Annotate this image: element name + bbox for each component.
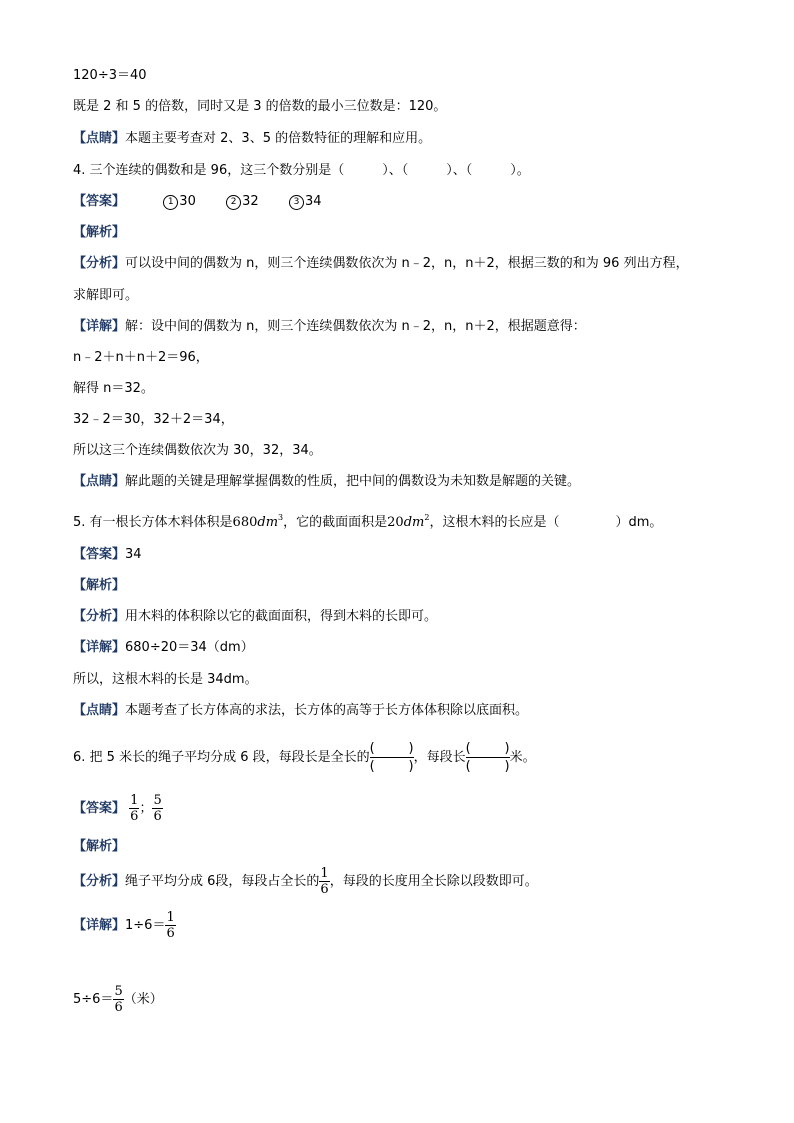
q4-sep-2: ）、（: [446, 163, 473, 178]
xiangjie-text: 680÷20＝34（dm）: [125, 640, 254, 655]
answer-value-3: 34: [304, 194, 322, 209]
answer-separator: ；: [139, 801, 153, 816]
q4-result: [73, 442, 322, 460]
result-text: 所以，这根木料的长是 34dm。: [73, 672, 258, 687]
paren-open: (: [465, 741, 471, 756]
paren-open: (: [369, 741, 375, 756]
q6-fenxi-line: [73, 866, 538, 897]
calc-text: 32﹣2＝30，32＋2＝34，: [73, 412, 234, 427]
area-value: 20: [387, 515, 404, 530]
denominator: 6: [166, 926, 175, 941]
fenxi-tag: 【分析】: [73, 609, 126, 624]
xiangjie-tag: 【详解】: [73, 640, 126, 655]
blank-fraction-2: [466, 740, 510, 775]
fenxi-tag: 【分析】: [73, 256, 126, 271]
jiexi-tag: 【解析】: [73, 225, 126, 240]
q5-jiexi-line: [73, 577, 125, 595]
dianjing-text: 本题主要考查对 2、3、5 的倍数特征的理解和应用。: [125, 131, 432, 146]
q4-equation: [73, 349, 209, 367]
calc-text: 120÷3＝40: [73, 68, 147, 83]
volume-unit: dm: [257, 515, 279, 530]
q5-question-text: 5. 有一根长方体木料体积是: [73, 515, 233, 530]
fenxi-text-cont: ，每段的长度用全长除以段数即可。: [329, 874, 538, 889]
answer-tag: 【答案】: [73, 547, 126, 562]
area-unit: dm: [403, 515, 425, 530]
xiangjie-tag: 【详解】: [73, 319, 126, 334]
xiangjie-tag: 【详解】: [73, 918, 126, 933]
q4-fenxi-line-2: [73, 287, 138, 305]
paren-close: ): [408, 741, 414, 756]
fenxi-text: 用木料的体积除以它的截面面积，得到木料的长即可。: [125, 609, 438, 624]
xiangjie-text: 解：设中间的偶数为 n，则三个连续偶数依次为 n﹣2，n，n＋2，根据题意得：: [125, 319, 586, 334]
paren-close: ): [408, 759, 414, 774]
fenxi-text-cont: 求解即可。: [73, 288, 139, 303]
calc-expression-1: 1÷6＝: [125, 918, 166, 933]
answer-value: 34: [125, 547, 142, 562]
calc-expression-2: 5÷6＝: [73, 992, 114, 1007]
answer-fraction-1: [129, 793, 139, 824]
q5-xiangjie-line: [73, 639, 254, 657]
q5-result: [73, 671, 258, 689]
paren-close: ): [504, 741, 510, 756]
numerator: 5: [153, 793, 162, 808]
conclusion-line: [73, 98, 446, 116]
q5-question-tail: ，这根木料的长应是（: [429, 515, 560, 530]
calc-fraction-2: [113, 984, 123, 1015]
q6-jiexi-line: [73, 838, 125, 856]
q5-question: [73, 509, 662, 532]
q6-question-end: 米。: [509, 750, 536, 765]
volume-value: 680: [232, 515, 258, 530]
calc-fraction-1: [165, 910, 175, 941]
paren-open: (: [369, 759, 375, 774]
q4-solution: [73, 380, 154, 398]
answer-marker-2: 2: [226, 195, 241, 210]
q5-question-end: ）dm。: [615, 515, 663, 530]
paren-close: ): [504, 759, 510, 774]
q6-question: [73, 740, 536, 775]
numerator: 1: [320, 866, 329, 881]
dianjing-line: [73, 130, 431, 148]
q4-sep-1: ）、（: [382, 163, 409, 178]
jiexi-tag: 【解析】: [73, 578, 126, 593]
conclusion-text: 既是 2 和 5 的倍数，同时又是 3 的倍数的最小三位数是：120。: [73, 99, 447, 114]
area-exponent: 2: [424, 513, 430, 522]
answer-marker-3: 3: [289, 195, 304, 210]
q4-question-text: 4. 三个连续的偶数和是 96，这三个数分别是（: [73, 163, 345, 178]
solution-text: 解得 n＝32。: [73, 381, 154, 396]
area-expr: [387, 515, 429, 530]
q4-xiangjie-line: [73, 318, 586, 336]
dianjing-tag: 【点睛】: [73, 131, 126, 146]
dianjing-text: 本题考查了长方体高的求法，长方体的高等于长方体体积除以底面积。: [125, 703, 529, 718]
answer-value-2: 32: [242, 194, 259, 209]
dianjing-tag: 【点睛】: [73, 703, 126, 718]
q4-question: [73, 162, 530, 180]
fenxi-fraction: [319, 866, 329, 897]
answer-tag: 【答案】: [73, 801, 126, 816]
q6-question-text: 6. 把 5 米长的绳子平均分成 6 段，每段长是全长的: [73, 750, 370, 765]
volume-expr: [233, 515, 284, 530]
q6-answer-line: [73, 793, 163, 824]
denominator: 6: [153, 809, 162, 824]
q4-end: ）。: [510, 163, 530, 178]
q5-answer-line: [73, 546, 142, 564]
numerator: 5: [114, 984, 123, 999]
q4-fenxi-line: [73, 255, 689, 273]
equation-text: n﹣2＋n＋n＋2＝96，: [73, 350, 209, 365]
q6-calc-2: [73, 984, 163, 1015]
answer-marker-1: 1: [163, 195, 178, 210]
jiexi-tag: 【解析】: [73, 839, 126, 854]
calc-unit: （米）: [123, 992, 163, 1007]
answer-fraction-2: [152, 793, 162, 824]
result-text: 所以这三个连续偶数依次为 30，32，34。: [73, 443, 322, 458]
calc-line: [73, 67, 147, 85]
answer-value-1: 30: [179, 194, 196, 209]
fenxi-text: 可以设中间的偶数为 n，则三个连续偶数依次为 n﹣2，n，n＋2，根据三数的和为 96 列出方程，: [125, 256, 689, 271]
paren-open: (: [465, 759, 471, 774]
volume-exponent: 3: [278, 513, 284, 522]
answer-tag: 【答案】: [73, 194, 126, 209]
q4-jiexi-line: [73, 224, 125, 242]
q6-question-mid: ，每段长: [413, 750, 466, 765]
fenxi-text: 绳子平均分成 6段，每段占全长的: [125, 874, 320, 889]
dianjing-tag: 【点睛】: [73, 474, 126, 489]
q4-dianjing-line: [73, 473, 580, 491]
blank-fraction-1: [370, 740, 414, 775]
numerator: 1: [166, 910, 175, 925]
denominator: 6: [114, 1000, 123, 1015]
q5-question-mid: ，它的截面面积是: [283, 515, 388, 530]
q4-calc: [73, 411, 234, 429]
q6-xiangjie-line: [73, 910, 176, 941]
dianjing-text: 解此题的关键是理解掌握偶数的性质，把中间的偶数设为未知数是解题的关键。: [125, 474, 581, 489]
q5-dianjing-line: [73, 702, 528, 720]
q4-answer-line: [73, 193, 322, 211]
q5-fenxi-line: [73, 608, 437, 626]
denominator: 6: [130, 809, 139, 824]
fenxi-tag: 【分析】: [73, 874, 126, 889]
numerator: 1: [130, 793, 139, 808]
denominator: 6: [320, 882, 329, 897]
